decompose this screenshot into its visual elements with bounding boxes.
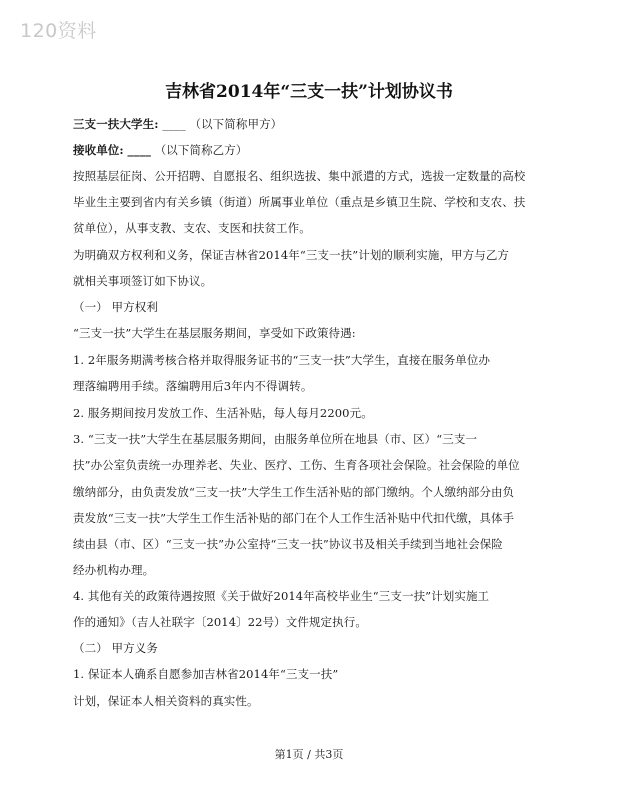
body-line: 1. 保证本人确系自愿参加吉林省2014年“三支一扶” [73,667,339,681]
body-line: 续由县（市、区）“三支一扶”办公室持“三支一扶”协议书及相关手续到当地社会保险 [73,537,503,551]
body-line: 责发放“三支一扶”大学生工作生活补贴的部门在个人工作生活补贴中代扣代缴，具体手 [73,511,515,525]
party-a-blank: ____ [162,117,186,131]
body-line: 2. 服务期间按月发放工作、生活补贴，每人每月2200元。 [73,406,373,420]
body-line: （二） 甲方义务 [73,641,158,655]
body-line: 为明确双方权利和义务，保证吉林省2014年“三支一扶”计划的顺利实施，甲方与乙方 [73,248,510,262]
party-a-note: （以下简称甲方） [189,117,283,131]
body-line: 经办机构办理。 [73,563,155,577]
party-a-line [73,116,282,132]
body-line: 扶”办公室负责统一办理养老、失业、医疗、工伤、生育各项社会保险。社会保险的单位 [73,458,520,472]
body-line: 理落编聘用手续。落编聘用后3年内不得调转。 [73,379,313,393]
body-line: 按照基层征岗、公开招聘、自愿报名、组织选拔、集中派遣的方式，选拔一定数量的高校 [73,169,526,183]
body-line: 毕业生主要到省内有关乡镇（街道）所属事业单位（重点是乡镇卫生院、学校和支农、扶 [73,195,526,209]
party-b-blank: ____ [127,143,151,157]
page-footer: 第1页 / 共3页 [274,748,344,761]
body-line: “三支一扶”大学生在基层服务期间，享受如下政策待遇: [73,326,356,340]
body-line: 作的通知》（吉人社联字〔2014〕22号）文件规定执行。 [73,615,367,629]
body-line: 计划，保证本人相关资料的真实性。 [73,694,259,708]
body-line: 缴纳部分，由负责发放“三支一扶”大学生工作生活补贴的部门缴纳。个人缴纳部分由负 [73,485,515,499]
body-line: 3. “三支一扶”大学生在基层服务期间，由服务单位所在地县（市、区）“三支一 [73,432,478,446]
watermark-logo: 120资料 [20,20,97,42]
body-line: 就相关事项签订如下协议。 [73,274,213,288]
party-b-label: 接收单位: [73,143,124,157]
document-title: 吉林省2014年“三支一扶”计划协议书 [165,82,453,102]
party-a-label: 三支一扶大学生: [73,117,159,131]
body-line: 4. 其他有关的政策待遇按照《关于做好2014年高校毕业生“三支一扶”计划实施工 [73,589,490,603]
body-line: 1. 2年服务期满考核合格并取得服务证书的“三支一扶”大学生，直接在服务单位办 [73,353,491,367]
body-line: 贫单位），从事支教、支农、支医和扶贫工作。 [73,221,311,235]
party-b-line [73,142,248,158]
party-b-note: （以下简称乙方） [154,143,248,157]
body-line: （一） 甲方权利 [73,300,158,314]
